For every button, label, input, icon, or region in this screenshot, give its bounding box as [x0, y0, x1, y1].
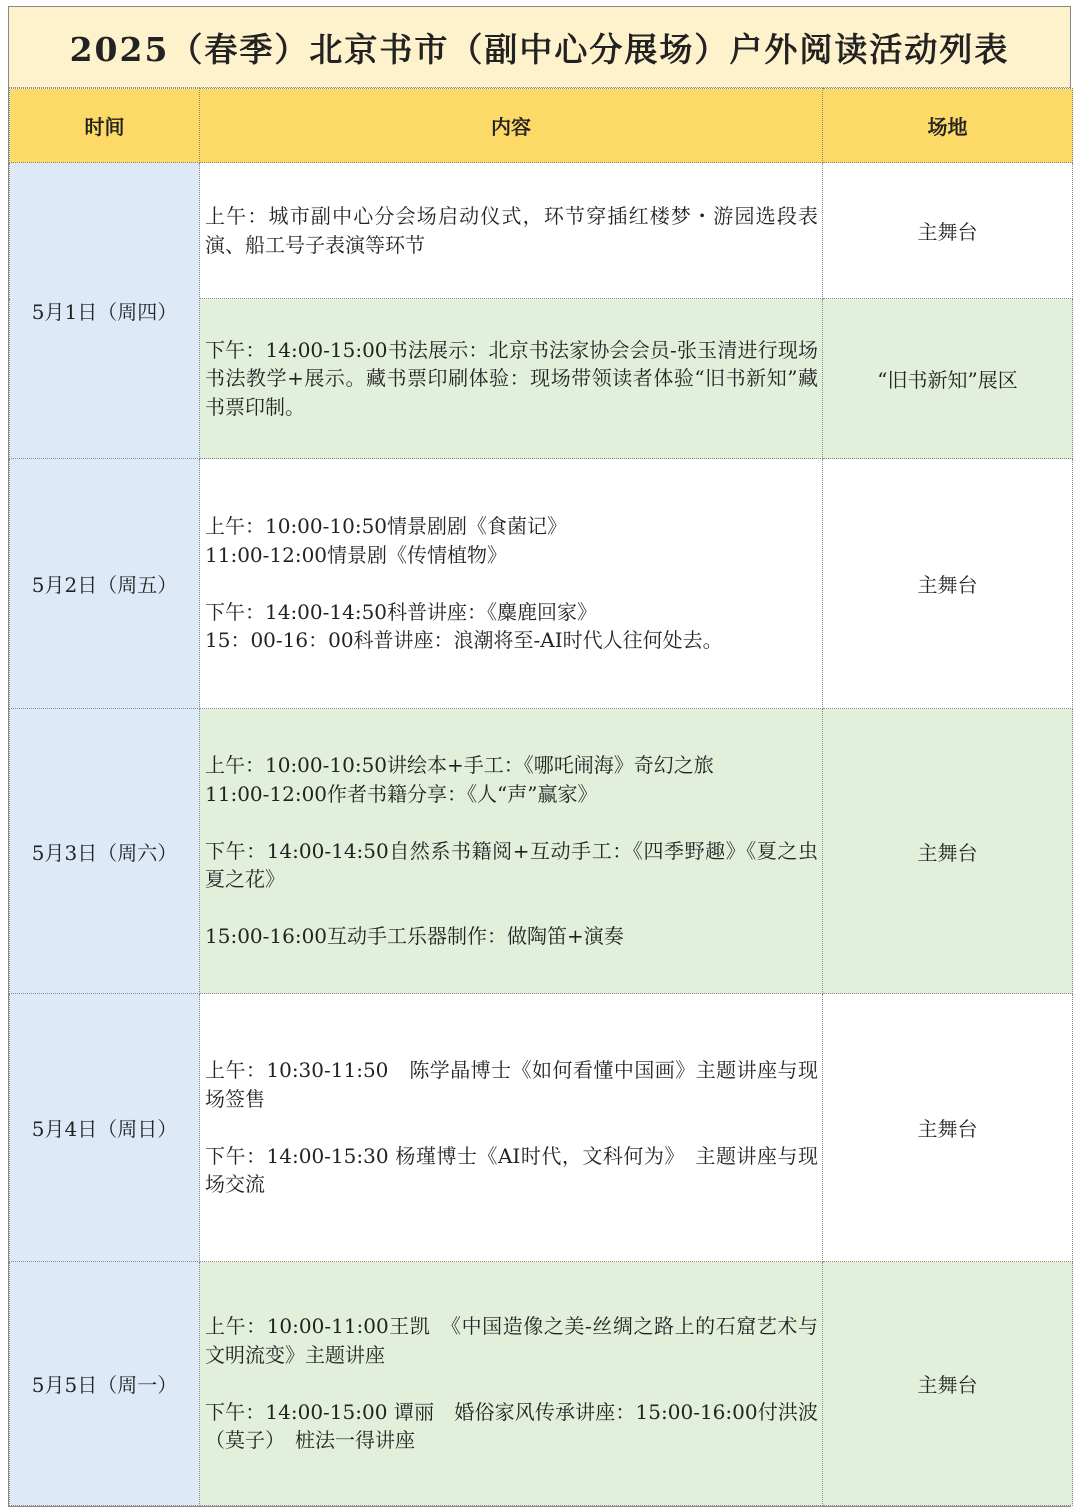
content-line: 上午：城市副中心分会场启动仪式，环节穿插红楼梦・游园选段表演、船工号子表演等环节	[205, 204, 818, 257]
date-cell: 5月2日（周五）	[10, 459, 200, 709]
header-row	[10, 89, 1073, 163]
content-cell	[200, 994, 823, 1262]
venue-cell: 主舞台	[823, 163, 1073, 299]
content-line: 上午：10:00-10:50情景剧剧《食菌记》	[205, 514, 568, 539]
date-cell: 5月3日（周六）	[10, 709, 200, 994]
table-row	[10, 709, 1073, 994]
content-gap	[205, 808, 818, 837]
page-title: 2025（春季）北京书市（副中心分展场）户外阅读活动列表	[9, 7, 1070, 88]
column-header-time: 时间	[10, 89, 200, 163]
venue-cell: 主舞台	[823, 994, 1073, 1262]
content-line: 上午：10:30-11:50 陈学晶博士《如何看懂中国画》主题讲座与现场签售	[205, 1058, 818, 1111]
venue-cell: 主舞台	[823, 1262, 1073, 1506]
content-line: 下午：14:00-14:50自然系书籍阅+互动手工：《四季野趣》《夏之虫夏之花》	[205, 838, 818, 892]
date-cell: 5月5日（周一）	[10, 1262, 200, 1506]
table-row	[10, 163, 1073, 299]
activity-table	[9, 88, 1073, 1506]
content-line: 11:00-12:00作者书籍分享：《人“声”赢家》	[205, 781, 598, 806]
content-line: 下午：14:00-15:00书法展示：北京书法家协会会员-张玉清进行现场书法教学+展示。藏书票印刷体验：现场带领读者体验“旧书新知”藏书票印制。	[205, 337, 818, 419]
content-cell	[200, 1262, 823, 1506]
table-row	[10, 994, 1073, 1262]
content-gap	[205, 894, 818, 923]
content-line: 上午：10:00-11:00王凯 《中国造像之美-丝绸之路上的石窟艺术与文明流变》主题讲座	[205, 1314, 818, 1367]
content-line: 下午：14:00-14:50科普讲座：《麋鹿回家》	[205, 599, 598, 624]
date-cell: 5月4日（周日）	[10, 994, 200, 1262]
schedule-sheet	[8, 6, 1071, 1507]
venue-cell: 主舞台	[823, 709, 1073, 994]
content-line: 11:00-12:00情景剧《传情植物》	[205, 542, 508, 567]
content-line: 上午：10:00-10:50讲绘本+手工：《哪吒闹海》奇幻之旅	[205, 753, 714, 778]
content-cell	[200, 163, 823, 299]
content-line: 15:00-16:00互动手工乐器制作：做陶笛+演奏	[205, 924, 624, 949]
date-cell: 5月1日（周四）	[10, 163, 200, 459]
content-cell	[200, 459, 823, 709]
content-gap	[205, 1113, 818, 1142]
content-cell	[200, 709, 823, 994]
content-cell	[200, 299, 823, 459]
venue-cell: 主舞台	[823, 459, 1073, 709]
content-line: 15：00-16：00科普讲座：浪潮将至-AI时代人往何处去。	[205, 628, 723, 653]
table-row	[10, 459, 1073, 709]
column-header-content: 内容	[200, 89, 823, 163]
table-row	[10, 1262, 1073, 1506]
content-gap	[205, 569, 818, 598]
content-gap	[205, 1369, 818, 1398]
content-line: 下午：14:00-15:00 谭丽 婚俗家风传承讲座：15:00-16:00付洪波（莫子） 桩法一得讲座	[205, 1399, 818, 1453]
venue-cell: “旧书新知”展区	[823, 299, 1073, 459]
column-header-venue: 场地	[823, 89, 1073, 163]
content-line: 下午：14:00-15:30 杨瑾博士《AI时代，文科何为》 主题讲座与现场交流	[205, 1143, 818, 1197]
